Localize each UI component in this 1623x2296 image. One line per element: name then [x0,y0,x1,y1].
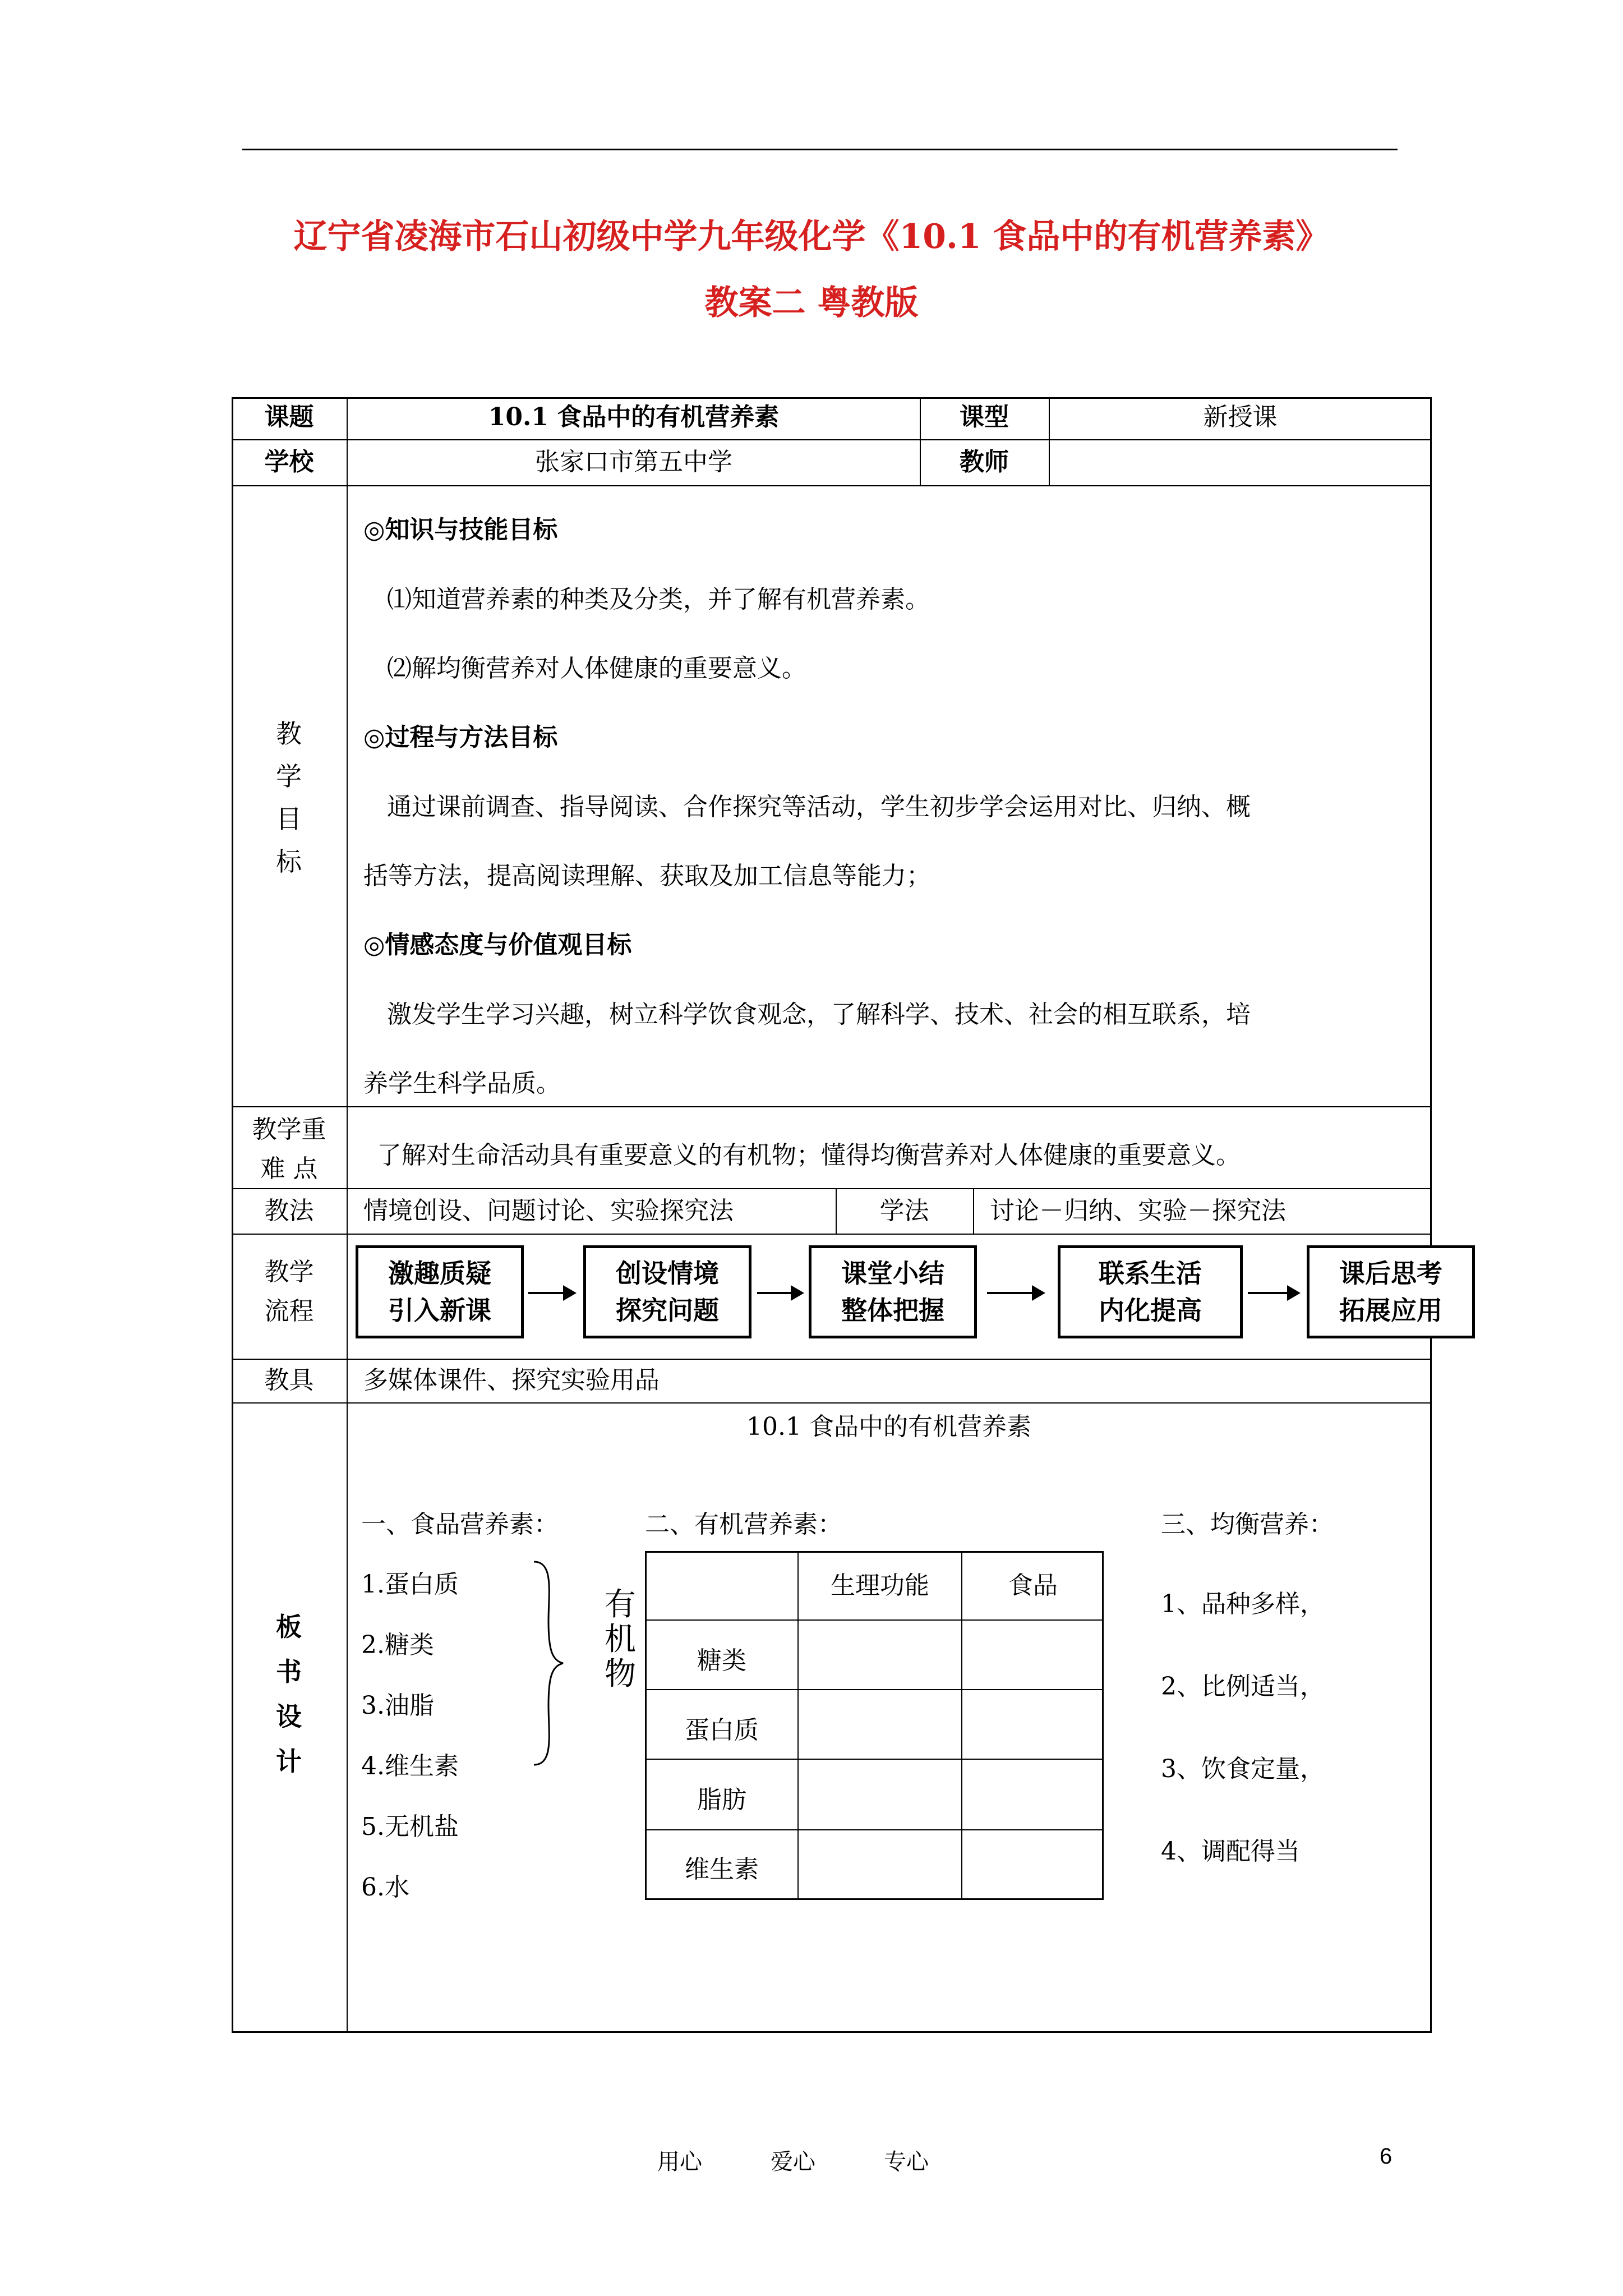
nutrient-item: 6.水 [361,1873,409,1902]
topic-value: 10.1 食品中的有机营养素 [488,403,780,431]
organic-row-label: 维生素 [685,1855,759,1884]
goal-heading-attitude: ◎情感态度与价值观目标 [363,931,632,959]
goal-text: ⑵解均衡营养对人体健康的重要意义。 [387,654,806,683]
learn-method-label: 学法 [879,1197,929,1225]
flow-step: 课后思考 拓展应用 [1307,1245,1475,1338]
flow-step: 联系生活 内化提高 [1058,1245,1243,1338]
teach-method-value: 情境创设、问题讨论、实验探究法 [363,1197,734,1225]
keypoints-value: 了解对生命活动具有重要意义的有机物；懂得均衡营养对人体健康的重要意义。 [377,1141,1241,1170]
page-number: 6 [1380,2144,1393,2169]
footer-text: 用心 [657,2149,702,2175]
board-section-nutrients: 一、食品营养素： [361,1510,559,1539]
nutrient-item: 4.维生素 [361,1752,459,1780]
teacher-label: 教师 [960,448,1009,476]
balance-item: 1、品种多样， [1161,1590,1325,1618]
header-rule [242,149,1398,150]
organic-row-label: 蛋白质 [685,1716,759,1745]
goal-heading-knowledge: ◎知识与技能目标 [363,516,558,544]
goals-label: 教 学 目 标 [276,719,302,877]
tools-value: 多媒体课件、探究实验用品 [363,1366,660,1395]
board-section-balance: 三、均衡营养： [1161,1510,1334,1539]
keypoints-label: 教学重 [252,1115,326,1144]
nutrient-item: 1.蛋白质 [361,1570,459,1599]
board-section-organic: 二、有机营养素： [645,1510,842,1539]
column-header: 食品 [1008,1571,1058,1600]
balance-item: 2、比例适当， [1161,1672,1325,1701]
organic-row-label: 糖类 [697,1646,746,1675]
tools-label: 教具 [264,1366,314,1395]
brace-icon [532,1559,565,1767]
learn-method-value: 讨论－归纳、实验－探究法 [990,1197,1286,1225]
balance-item: 4、调配得当 [1161,1837,1300,1866]
arrow-right-icon [1248,1292,1298,1294]
flow-step: 课堂小结 整体把握 [809,1245,977,1338]
arrow-right-icon [757,1292,802,1294]
school-label: 学校 [264,448,314,476]
goal-text: 通过课前调查、指导阅读、合作探究等活动，学生初步学会运用对比、归纳、概 [387,793,1251,821]
flow-label: 教学 [264,1258,314,1286]
school-value: 张家口市第五中学 [535,448,732,476]
board-heading: 10.1 食品中的有机营养素 [746,1412,1031,1441]
flow-step: 激趣质疑 引入新课 [356,1245,524,1338]
page-subtitle: 教案二 粤教版 [704,283,919,323]
footer-text: 爱心 [771,2149,815,2175]
type-label: 课型 [960,403,1009,431]
flow-step: 创设情境 探究问题 [583,1245,751,1338]
keypoints-label: 难 点 [260,1154,318,1183]
goal-text: 养学生科学品质。 [363,1069,561,1098]
organic-label: 有 机 物 [605,1586,636,1692]
column-header: 生理功能 [831,1571,929,1600]
topic-label: 课题 [264,403,314,431]
type-value: 新授课 [1203,403,1278,431]
goal-text: ⑴知道营养素的种类及分类，并了解有机营养素。 [387,585,930,614]
organic-row-label: 脂肪 [697,1786,746,1814]
nutrient-item: 3.油脂 [361,1691,434,1720]
goal-text: 括等方法，提高阅读理解、获取及加工信息等能力； [363,862,931,890]
teach-method-label: 教法 [264,1197,314,1225]
goal-heading-process: ◎过程与方法目标 [363,723,558,752]
balance-item: 3、饮食定量， [1161,1755,1325,1783]
nutrient-item: 2.糖类 [361,1631,434,1659]
arrow-right-icon [987,1292,1043,1294]
nutrient-item: 5.无机盐 [361,1812,459,1841]
board-label: 板 书 设 计 [276,1612,302,1777]
arrow-right-icon [528,1292,574,1294]
footer-text: 专心 [884,2149,929,2175]
goal-text: 激发学生学习兴趣，树立科学饮食观念，了解科学、技术、社会的相互联系，培 [387,1000,1251,1029]
flow-label: 流程 [264,1297,314,1326]
page-title: 辽宁省凌海市石山初级中学九年级化学《10.1 食品中的有机营养素》 [293,217,1330,256]
